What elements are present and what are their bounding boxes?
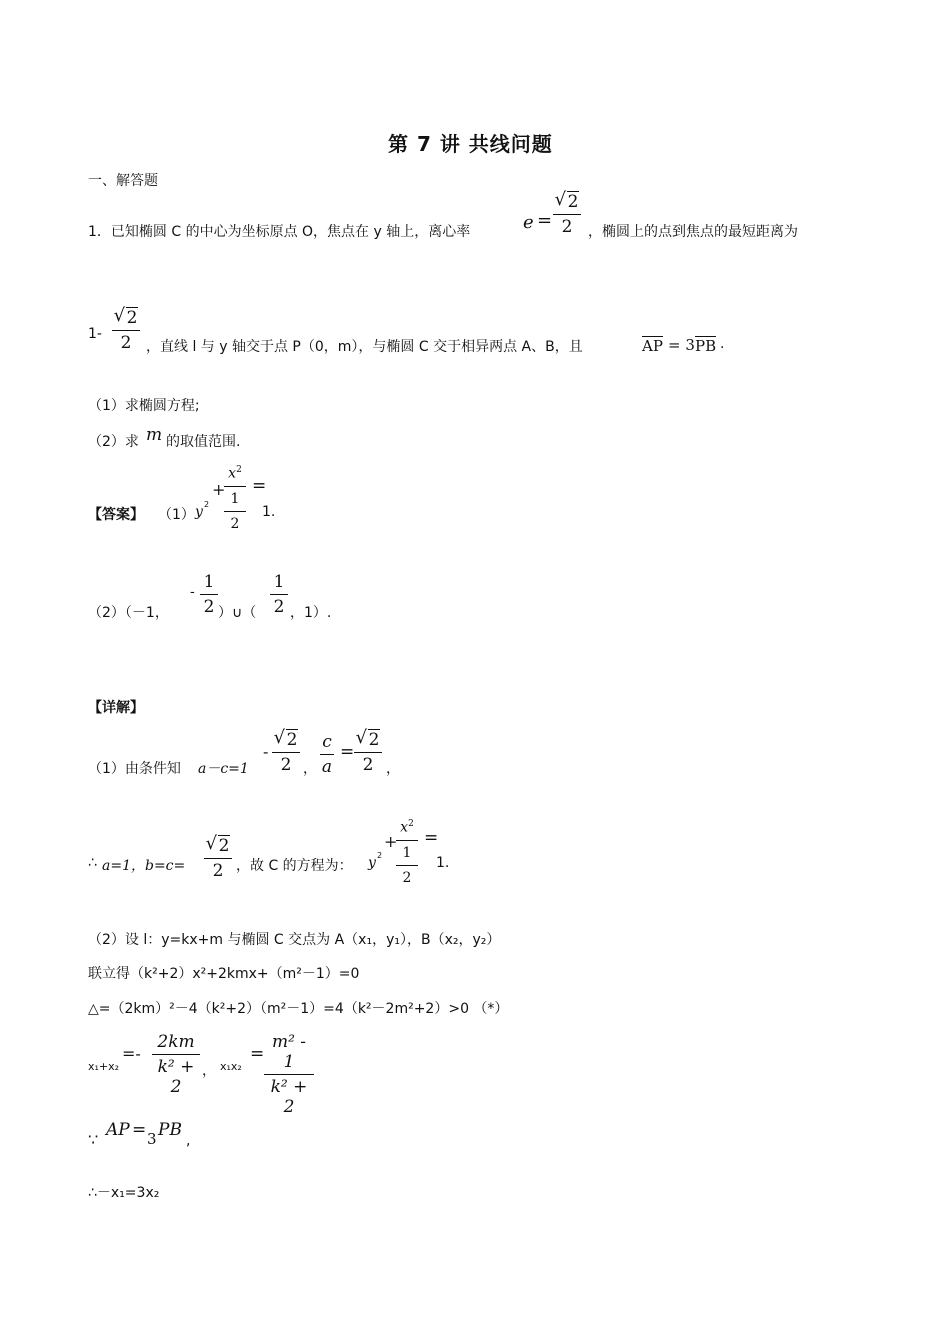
inner-numerator: 1 — [230, 490, 240, 507]
because-sign: ∵ — [88, 1130, 99, 1149]
answer-part-1-end: 1. — [262, 504, 276, 520]
detail-line-1: （1）由条件知 — [88, 761, 181, 777]
detail-line-2-end: 1. — [436, 855, 450, 871]
product-numerator: m² - 1 — [271, 1032, 307, 1072]
sum-denominator: k² + 2 — [157, 1057, 195, 1097]
detail-line-5: △=（2km）²－4（k²+2）（m²－1）=4（k²－2m²+2）>0 （*） — [88, 1001, 509, 1017]
vector-equation: = 3 — [668, 336, 695, 354]
comma: ， — [303, 761, 317, 777]
equals-sign: = — [537, 210, 553, 231]
comma: , — [186, 1133, 191, 1149]
equals-sign: = — [132, 1120, 147, 1140]
union-sign: ）∪（ — [218, 605, 257, 621]
vector-pb: PB — [695, 337, 717, 355]
detail-line-3: （2）设 l：y=kx+m 与椭圆 C 交点为 A（x₁，y₁），B（x₂，y₂） — [88, 932, 501, 948]
pb-segment: PB — [158, 1120, 182, 1140]
equals-minus: =- — [122, 1044, 141, 1063]
sqrt-radicand: 2 — [218, 836, 230, 856]
inner-numerator: 1 — [402, 844, 412, 861]
detail-abc: a=1，b=c= — [102, 858, 186, 874]
detail-ellipse-fraction: $x^2$ 1 2 — [396, 814, 418, 888]
fraction-denominator: 2 — [203, 597, 215, 617]
answer-y: y — [195, 504, 203, 520]
detail-line-4: 联立得（k²+2）x²+2kmx+（m²－1）=0 — [88, 966, 360, 982]
fraction-denominator: 2 — [212, 861, 224, 881]
equals-sign: = — [252, 476, 267, 496]
detail-ellipse-label: ，故 C 的方程为： — [236, 858, 353, 874]
answer-part-1-prefix: （1） — [158, 507, 195, 523]
question-part-2-pre: （2）求 — [88, 434, 139, 450]
answer-part-2: （2）（－1， — [88, 605, 169, 621]
variable-m: m — [146, 425, 163, 445]
min-distance-fraction — [112, 308, 140, 353]
sum-numerator: 2km — [157, 1032, 195, 1052]
section-heading: 一、解答题 — [88, 173, 158, 189]
equals-sign: = — [424, 828, 439, 848]
ratio-numerator: c — [322, 732, 332, 752]
fraction-denominator: 2 — [280, 755, 292, 775]
question-1-text: 1．已知椭圆 C 的中心为坐标原点 O，焦点在 y 轴上，离心率 — [88, 224, 471, 240]
answer-half-2 — [270, 572, 288, 617]
question-1-line-2: ，直线 l 与 y 轴交于点 P（0，m），与椭圆 C 交于相异两点 A、B，且 — [146, 339, 583, 355]
min-distance-prefix: 1- — [88, 326, 102, 342]
detail-label: 【详解】 — [88, 700, 144, 716]
fraction-numerator: 1 — [203, 572, 215, 592]
detail-y: y — [368, 855, 376, 871]
coefficient-three: 3 — [147, 1130, 157, 1148]
plus-sign: + — [212, 480, 226, 499]
answer-half-1 — [200, 572, 218, 617]
answer-x: x — [228, 465, 237, 482]
fraction-denominator: 2 — [362, 755, 374, 775]
product-denominator: k² + 2 — [270, 1077, 308, 1117]
sqrt-radicand: 2 — [126, 308, 138, 328]
inner-denominator: 2 — [402, 869, 412, 886]
ap-segment: AP — [106, 1120, 130, 1140]
plus-sign: + — [384, 832, 398, 851]
minus-sign: - — [190, 584, 195, 600]
ratio-denominator: a — [321, 757, 333, 777]
fraction-denominator: 2 — [273, 597, 285, 617]
detail-fraction-2 — [354, 730, 382, 775]
product-roots: x₁x₂ — [220, 1060, 242, 1073]
detail-fraction-1 — [272, 730, 300, 775]
equals-sign: = — [250, 1044, 265, 1064]
sum-fraction — [152, 1032, 200, 1097]
fraction-denominator: 2 — [120, 333, 132, 353]
product-fraction — [264, 1032, 314, 1117]
sqrt-radicand: 2 — [567, 192, 579, 212]
answer-fraction: $x^2$ 1 2 — [224, 460, 246, 534]
detail-condition: a－c=1 — [198, 761, 249, 777]
eccentricity-var: e — [523, 212, 534, 233]
detail-fraction-3 — [204, 836, 232, 881]
detail-ratio — [320, 732, 334, 777]
document-page: 第 7 讲 共线问题 一、解答题 1．已知椭圆 C 的中心为坐标原点 O，焦点在 y 轴上，离心率 e = √ 2 2 ，椭圆上的点到焦点的最短距离为 1- √ 2 2 ，直线 l 与 y 轴交于点 P（0，m），与椭圆 C 交于相异两点 A、B，且 AP = 3 PB . （1）求椭圆方程; （2）求 m 的取值范围. 【答案】 （1） y 2 + $x^2$ 1 2 = 1. （2）（－1， - 1 2 ）∪（ 1 2 ，1）. 【详解】 （1）由条件知 a－c=1 - √ 2 2 ， c a = √ 2 2 ， ∴ a=1，b=c= √ 2 2 ，故 C 的方程为： y 2 + $x^2$ 1 2 = 1. （2）设 l：y=kx+m 与椭圆 C 交点为 A（x₁，y₁），B（x₂，y₂） 联立得（k²+2）x²+2kmx+（m²－1）=0 △=（2km）²－4（k²+2）（m²－1）=4（k²－2m²+2）>0 （*） x₁+x₂ =- 2km k² + 2 ， x₁x₂ = m² - 1 k² + 2 ∵ AP = 3 PB , ∴－x₁=3x₂ — [0, 0, 950, 1344]
fraction-denominator: 2 — [561, 217, 573, 237]
answer-label: 【答案】 — [88, 507, 144, 523]
sum-roots: x₁+x₂ — [88, 1060, 120, 1073]
inner-denominator: 2 — [230, 515, 240, 532]
eccentricity-fraction — [553, 192, 581, 237]
comma: ， — [386, 761, 400, 777]
comma: ， — [202, 1063, 216, 1079]
question-1-text-cont: ，椭圆上的点到焦点的最短距离为 — [588, 224, 798, 240]
answer-part-2-end: ，1）. — [290, 605, 332, 621]
period: . — [720, 336, 725, 352]
minus-sign: - — [263, 742, 269, 761]
sqrt-radicand: 2 — [368, 730, 380, 750]
page-title: 第 7 讲 共线问题 — [388, 132, 553, 156]
vector-ap: AP — [642, 337, 663, 355]
detail-line-8: ∴－x₁=3x₂ — [88, 1185, 160, 1201]
question-part-2-post: 的取值范围. — [166, 434, 241, 450]
therefore-sign: ∴ — [88, 855, 97, 871]
equals-sign: = — [340, 742, 355, 762]
detail-x: x — [400, 819, 409, 836]
fraction-numerator: 1 — [273, 572, 285, 592]
sqrt-radicand: 2 — [286, 730, 298, 750]
question-part-1: （1）求椭圆方程; — [88, 398, 200, 414]
